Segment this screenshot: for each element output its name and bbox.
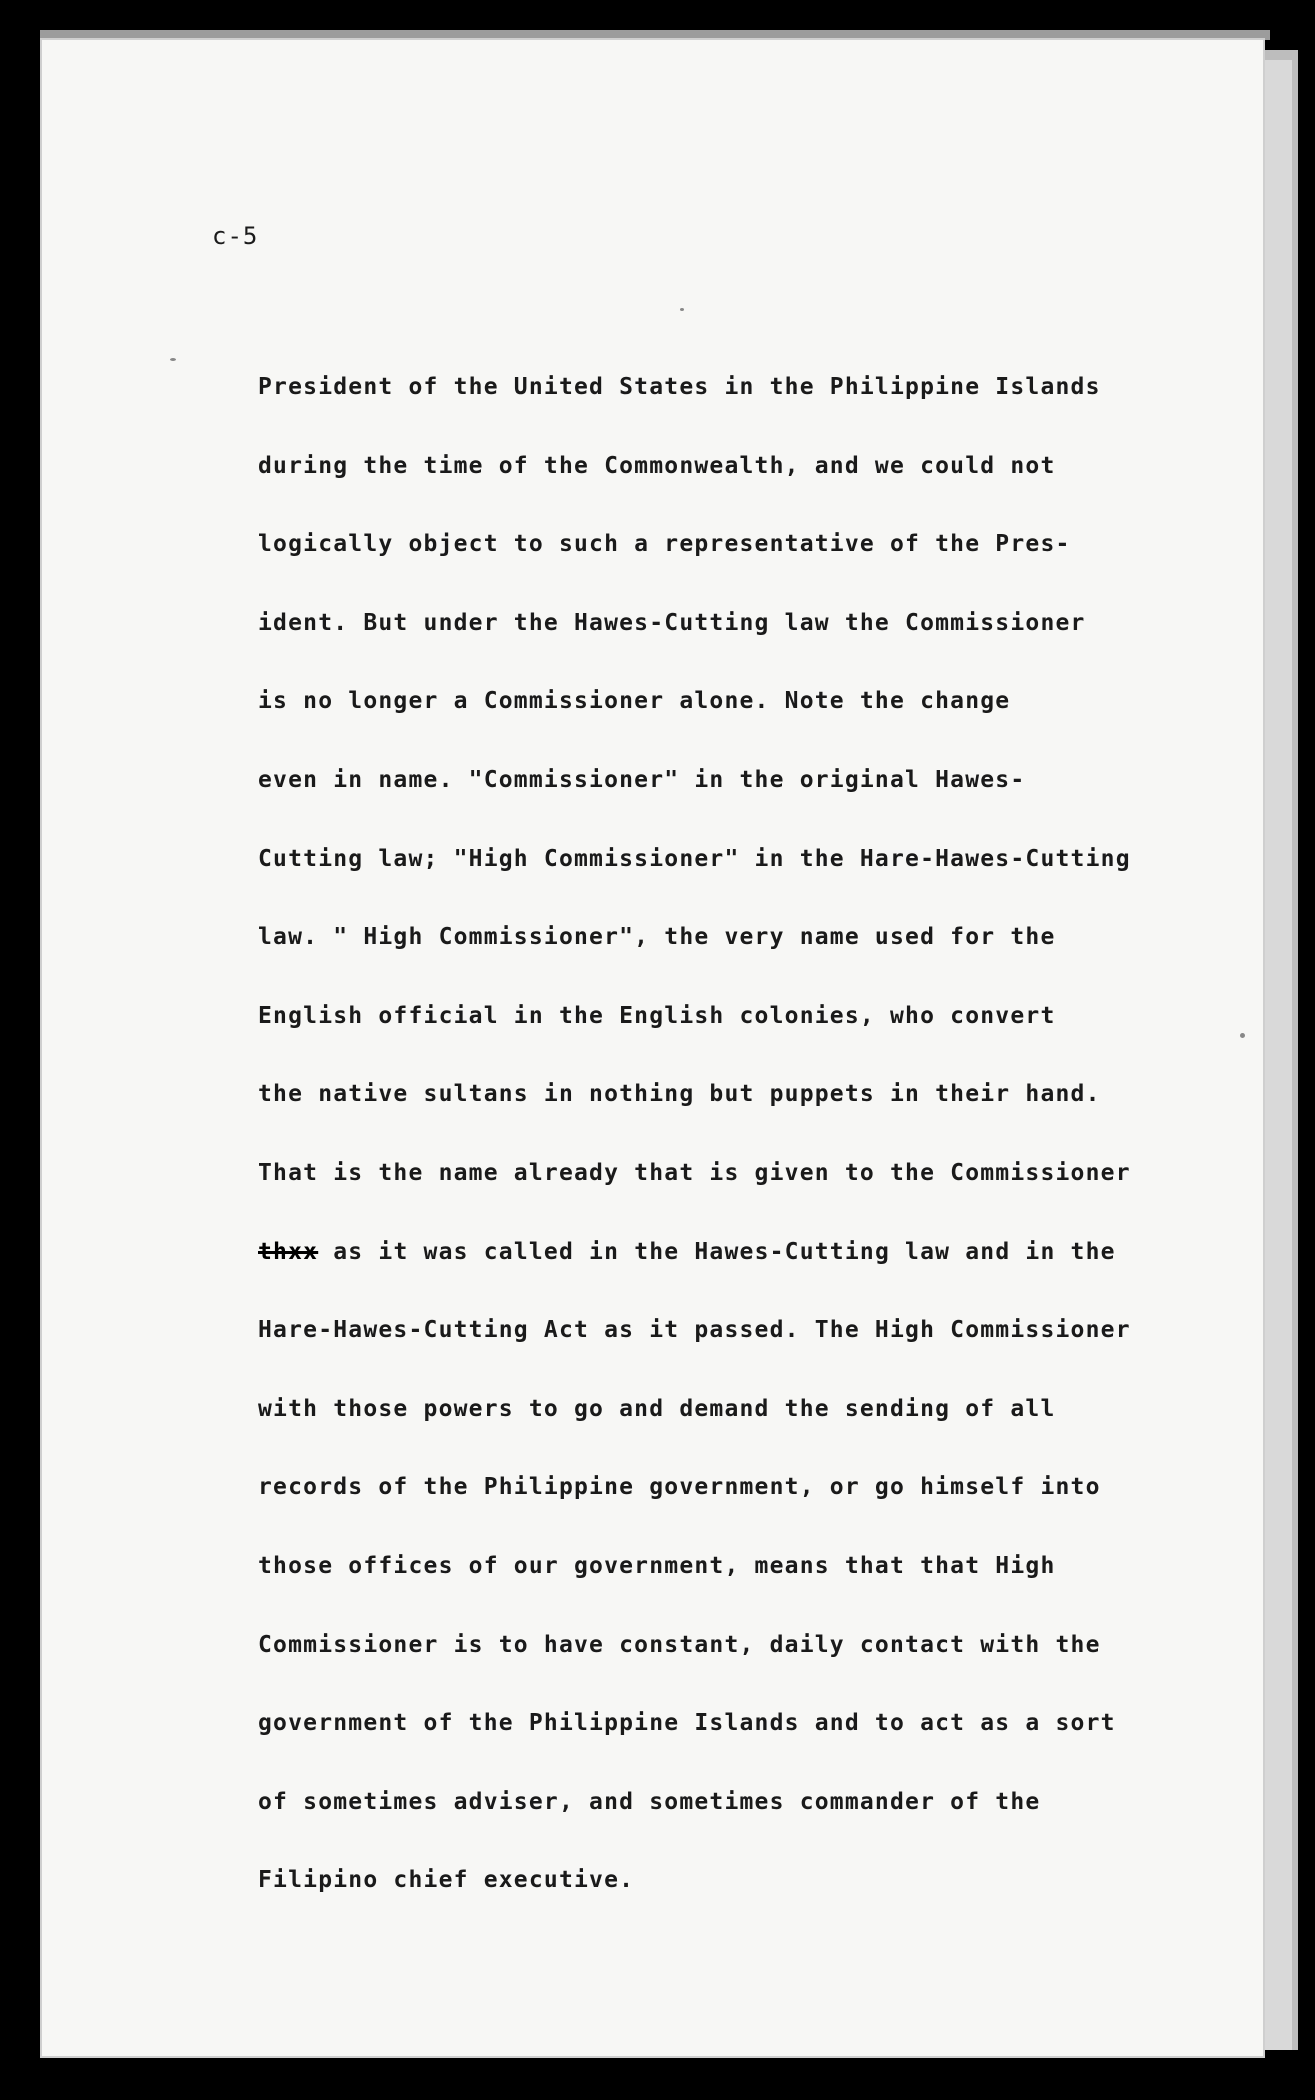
- text-line: records of the Philippine government, or go himself into: [258, 1474, 1101, 1501]
- text-line: Commissioner is to have constant, daily contact with the: [258, 1631, 1101, 1658]
- text-line: law. " High Commissioner", the very name used for the: [258, 924, 1056, 951]
- text-line: That is the name already that is given to the Commissioner: [258, 1159, 1131, 1186]
- text-line: Cutting law; "High Commissioner" in the Hare-Hawes-Cutting: [258, 845, 1131, 872]
- text-line: logically object to such a representative of the Pres-: [258, 531, 1071, 558]
- text-line-rest: as it was called in the Hawes-Cutting law and in the: [318, 1238, 1116, 1265]
- body-text: [258, 372, 1218, 1944]
- scan-speck: [680, 308, 684, 311]
- text-line: is no longer a Commissioner alone. Note the change: [258, 688, 1011, 715]
- struck-out-text: thxx: [258, 1238, 319, 1265]
- text-line: those offices of our government, means that that High: [258, 1552, 1056, 1579]
- text-line: government of the Philippine Islands and to act as a sort: [258, 1710, 1116, 1737]
- text-line: [258, 1237, 1218, 1316]
- text-line: Hare-Hawes-Cutting Act as it passed. The High Commissioner: [258, 1317, 1131, 1344]
- scan-speck: [1240, 1033, 1245, 1038]
- text-line: the native sultans in nothing but puppets in their hand.: [258, 1081, 1101, 1108]
- text-line: even in name. "Commissioner" in the original Hawes-: [258, 766, 1026, 793]
- text-line: of sometimes adviser, and sometimes commander of the: [258, 1788, 1041, 1815]
- page-number: c-5: [212, 222, 259, 250]
- scan-speck: [170, 358, 176, 361]
- text-line: with those powers to go and demand the sending of all: [258, 1395, 1056, 1422]
- text-line: Filipino chief executive.: [258, 1867, 635, 1894]
- text-line: ident. But under the Hawes-Cutting law the Commissioner: [258, 609, 1086, 636]
- text-line: English official in the English colonies, who convert: [258, 1002, 1056, 1029]
- text-line: President of the United States in the Philippine Islands: [258, 374, 1101, 400]
- text-line: during the time of the Commonwealth, and we could not: [258, 452, 1056, 479]
